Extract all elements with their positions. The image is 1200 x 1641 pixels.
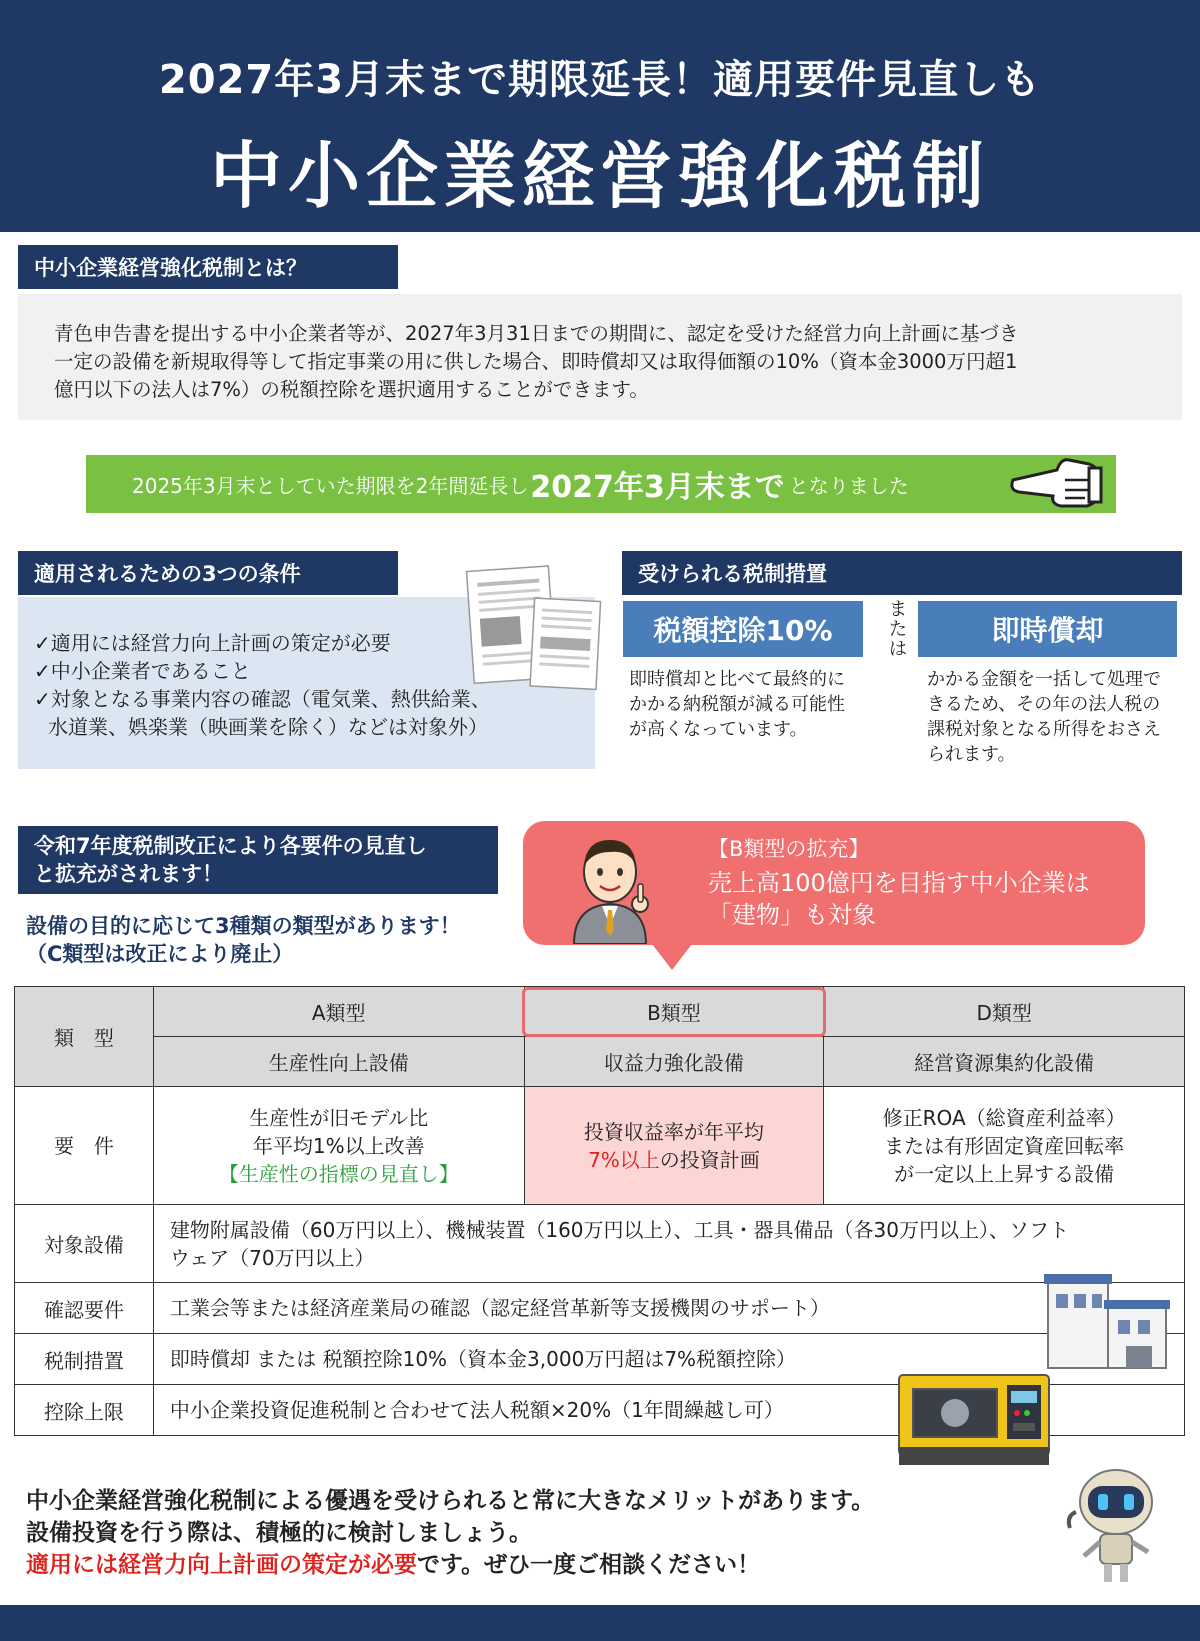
speech-body	[708, 867, 1145, 931]
desc-line: られます。	[927, 744, 1016, 765]
desc-line: きるため、その年の法人税の	[927, 694, 1161, 715]
robot-icon	[1060, 1460, 1170, 1585]
about-line: 億円以下の法人は7%）の税額控除を選択適用することができます。	[54, 378, 649, 401]
footer-bar	[0, 1605, 1200, 1641]
measures-heading: 受けられる税制措置	[622, 551, 1182, 595]
closing-line: 中小企業経営強化税制による優遇を受けられると常に大きなメリットがあります。	[26, 1488, 875, 1514]
req-highlight: 7%以上	[588, 1147, 660, 1172]
req-line: 修正ROA（総資産利益率）	[882, 1105, 1126, 1130]
type-a-sub: 生産性向上設備	[153, 1037, 524, 1087]
measure-value: 即時償却 または 税額控除10%（資本金3,000万円超は7%税額控除）	[153, 1334, 1184, 1385]
condition-item: ✓適用には経営力向上計画の策定が必要	[34, 631, 391, 655]
conditions-heading: 適用されるための3つの条件	[18, 551, 398, 595]
speech-tag: 【B類型の拡充】	[708, 837, 870, 861]
type-b-requirement	[524, 1087, 824, 1205]
or-char: は	[889, 639, 907, 660]
confirm-value: 工業会等または経済産業局の確認（認定経営革新等支援機関のサポート）	[153, 1283, 1184, 1334]
immediate-depreciation-desc	[927, 667, 1161, 767]
revision-heading	[18, 826, 498, 894]
tax-credit-card: 税額控除10%	[623, 601, 863, 657]
req-line-highlight: 【生産性の指標の見直し】	[218, 1161, 459, 1186]
type-d-name: D類型	[824, 987, 1185, 1037]
type-a-requirement	[153, 1087, 524, 1205]
equipment-label: 対象設備	[15, 1205, 154, 1283]
desc-line: かかる納税額が減る可能性	[629, 694, 845, 715]
businessman-icon	[560, 826, 660, 944]
closing-rest: です。ぜひ一度ご相談ください！	[417, 1552, 761, 1578]
confirm-label: 確認要件	[15, 1283, 154, 1334]
revision-heading-line: と拡充がされます！	[34, 862, 223, 886]
speech-line: 売上高100億円を目指す中小企業は	[708, 869, 1090, 897]
speech-line: 「建物」も対象	[708, 901, 876, 929]
limit-label: 控除上限	[15, 1385, 154, 1436]
equipment-value	[153, 1205, 1184, 1283]
revision-heading-line: 令和7年度税制改正により各要件の見直し	[34, 834, 427, 858]
closing-line: 設備投資を行う際は、積極的に検討しましょう。	[26, 1520, 532, 1546]
about-line: 青色申告書を提出する中小企業者等が、2027年3月31日までの期間に、認定を受けた経営力向上計画に基づき	[54, 322, 1019, 345]
req-line	[525, 1146, 824, 1174]
header-banner	[0, 0, 1200, 232]
type-a-name: A類型	[153, 987, 524, 1037]
speech-tail	[652, 944, 692, 970]
req-line: 生産性が旧モデル比	[249, 1105, 429, 1130]
desc-line: 即時償却と比べて最終的に	[629, 669, 845, 690]
measure-label: 税制措置	[15, 1334, 154, 1385]
pointing-hand-icon	[1005, 440, 1105, 520]
extension-banner	[86, 455, 1116, 513]
limit-value: 中小企業投資促進税制と合わせて法人税額×20%（1年間繰越し可）	[153, 1385, 1184, 1436]
header-subtitle: 2027年3月末まで期限延長！適用要件見直しも	[158, 57, 1042, 103]
types-note	[26, 912, 461, 968]
req-line: 年平均1%以上改善	[252, 1133, 425, 1158]
immediate-depreciation-card: 即時償却	[918, 601, 1177, 657]
types-note-line: 設備の目的に応じて3種類の類型があります！	[26, 914, 461, 938]
desc-line: が高くなっています。	[629, 719, 808, 740]
equipment-line: ウェア（70万円以上）	[169, 1245, 375, 1270]
about-box	[18, 294, 1182, 420]
req-line: または有形固定資産回転率	[884, 1133, 1125, 1158]
req-rest: の投資計画	[659, 1147, 760, 1172]
type-label: 類 型	[15, 987, 154, 1087]
closing-line	[26, 1549, 874, 1581]
req-line: が一定以上上昇する設備	[894, 1161, 1115, 1186]
type-b-sub: 収益力強化設備	[524, 1037, 824, 1087]
about-line: 一定の設備を新規取得等して指定事業の用に供した場合、即時償却又は取得価額の10%（資本金3000万円超1	[54, 350, 1018, 373]
machine-icon	[895, 1355, 1060, 1470]
tax-credit-desc	[629, 667, 845, 742]
type-d-sub: 経営資源集約化設備	[824, 1037, 1185, 1087]
types-note-line: （C類型は改正により廃止）	[26, 942, 294, 966]
requirement-label: 要 件	[15, 1087, 154, 1205]
desc-line: 課税対象となる所得をおさえ	[927, 719, 1161, 740]
banner-emphasis: 2027年3月末まで	[530, 470, 785, 505]
or-char: ま	[889, 599, 907, 620]
documents-icon	[460, 560, 610, 695]
condition-item: ✓中小企業者であること	[34, 659, 251, 683]
or-char: た	[889, 619, 907, 640]
type-d-requirement	[824, 1087, 1185, 1205]
about-heading: 中小企業経営強化税制とは？	[18, 245, 398, 289]
closing-message	[26, 1485, 874, 1581]
desc-line: かかる金額を一括して処理で	[927, 669, 1161, 690]
condition-item-continued: 水道業、娯楽業（映画業を除く）などは対象外）	[48, 715, 488, 739]
closing-highlight: 適用には経営力向上計画の策定が必要	[26, 1552, 417, 1578]
type-b-name: B類型	[524, 987, 824, 1037]
condition-item: ✓対象となる事業内容の確認（電気業、熱供給業、	[34, 687, 491, 711]
banner-suffix: となりました	[788, 473, 909, 498]
equipment-line: 建物附属設備（60万円以上）、機械装置（160万円以上）、工具・器具備品（各30万円以上）、ソフト	[169, 1217, 1069, 1242]
or-label	[886, 600, 910, 660]
banner-prefix: 2025年3月末としていた期限を2年間延長し	[132, 473, 529, 498]
req-line: 投資収益率が年平均	[583, 1119, 764, 1144]
page-title: 中小企業経営強化税制	[209, 134, 990, 218]
